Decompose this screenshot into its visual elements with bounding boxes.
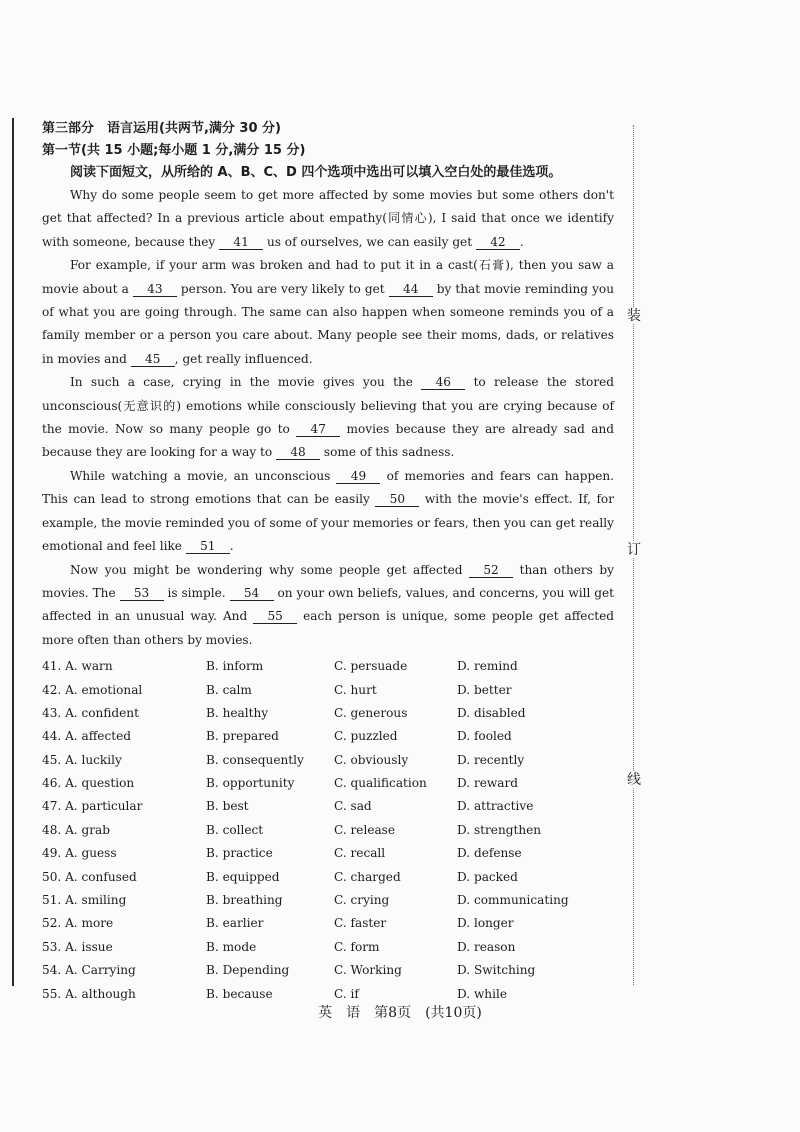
option-choice: D. fooled <box>457 729 512 744</box>
option-row <box>42 795 614 818</box>
option-choice: B. consequently <box>206 752 304 767</box>
passage-text: person. You are very likely to get <box>176 281 389 296</box>
option-row <box>42 655 614 678</box>
option-row <box>42 842 614 865</box>
passage-text: Why do some people seem to get more affected by some movies but some others don't get that affected? In a previous article about empathy(同情心), I said that once we identify with someone, because they <box>42 188 614 249</box>
answer-blank: 53 <box>120 586 164 601</box>
option-choice: D. defense <box>457 846 522 861</box>
binding-mark-xian: 线 <box>627 772 641 788</box>
option-row <box>42 866 614 889</box>
option-choice: B. equipped <box>206 869 280 884</box>
passage-text: on your own beliefs, values, and concerns, you will get affected in an unusual way. And <box>42 585 615 624</box>
answer-blank: 48 <box>276 445 320 460</box>
option-row <box>42 936 614 959</box>
answer-blank: 52 <box>469 563 513 578</box>
option-choice: D. reason <box>457 939 516 954</box>
answer-blank: 41 <box>219 235 263 250</box>
option-choice: B. earlier <box>206 916 264 931</box>
instruction: 阅读下面短文，从所给的 A、B、C、D 四个选项中选出可以填入空白处的最佳选项。 <box>70 165 562 180</box>
option-choice: C. form <box>334 939 380 954</box>
answer-blank: 50 <box>375 492 419 507</box>
option-choice: C. hurt <box>334 682 377 697</box>
passage-paragraph <box>42 371 614 465</box>
passage-text: of memories and fears can happen. This can lead to strong emotions that can be easily <box>42 468 614 507</box>
answer-blank: 44 <box>389 282 433 297</box>
passage-paragraph <box>42 465 614 559</box>
option-choice: 47. A. particular <box>42 799 143 814</box>
option-row <box>42 749 614 772</box>
page-footer: 英 语 第8页 (共10页) <box>318 1005 482 1021</box>
answer-blank: 45 <box>131 352 175 367</box>
option-choice: 48. A. grab <box>42 822 110 837</box>
option-choice: B. Depending <box>206 963 290 978</box>
passage-text: While watching a movie, an unconscious <box>70 468 337 483</box>
passage-text: each person is unique, some people get affected more often than others by movies. <box>42 609 614 647</box>
option-choice: C. release <box>334 822 396 837</box>
option-choice: C. faster <box>334 916 387 931</box>
option-choice: C. Working <box>334 963 402 978</box>
passage-paragraph <box>42 559 614 653</box>
answer-blank: 55 <box>253 609 297 624</box>
option-choice: 45. A. luckily <box>42 752 122 767</box>
answer-blank: 54 <box>230 586 274 601</box>
passage <box>42 184 614 652</box>
option-choice: D. remind <box>457 659 518 674</box>
option-choice: C. puzzled <box>334 729 398 744</box>
option-choice: 46. A. question <box>42 776 135 791</box>
option-choice: 52. A. more <box>42 916 114 931</box>
option-choice: C. crying <box>334 893 390 908</box>
option-choice: B. practice <box>206 846 273 861</box>
passage-text: some of this sadness. <box>320 445 455 460</box>
answer-blank: 42 <box>476 235 520 250</box>
option-row <box>42 889 614 912</box>
passage-paragraph <box>42 254 614 371</box>
left-margin-rule <box>12 118 14 986</box>
passage-text: than others by movies. The <box>42 562 614 600</box>
option-choice: 53. A. issue <box>42 939 113 954</box>
option-choice: 50. A. confused <box>42 869 137 884</box>
option-choice: D. Switching <box>457 963 536 978</box>
content <box>42 118 614 1006</box>
options-list <box>42 655 614 1006</box>
option-row <box>42 679 614 702</box>
option-choice: B. because <box>206 986 273 1001</box>
answer-blank: 47 <box>296 422 340 437</box>
passage-text: with the movie's effect. If, for example, the movie reminded you of some of your memories or fears, then you can get really emotional and feel like <box>42 492 614 554</box>
passage-text: . <box>229 539 234 554</box>
passage-text: us of ourselves, we can easily get <box>263 234 476 249</box>
option-choice: D. while <box>457 986 507 1001</box>
option-choice: 43. A. confident <box>42 705 139 720</box>
option-choice: 49. A. guess <box>42 846 117 861</box>
option-choice: D. communicating <box>457 893 569 908</box>
option-choice: D. strengthen <box>457 822 542 837</box>
option-choice: 44. A. affected <box>42 729 131 744</box>
passage-text: , get really influenced. <box>174 351 313 366</box>
option-choice: C. if <box>334 986 359 1001</box>
option-row <box>42 725 614 748</box>
option-choice: 51. A. smiling <box>42 893 127 908</box>
passage-text: to release the stored unconscious(无意识的) emotions while consciously believing that you are crying because of the movie. Now so many people go to <box>42 375 614 437</box>
section-subtitle: 第一节(共 15 小题;每小题 1 分,满分 15 分) <box>42 143 306 158</box>
option-choice: B. prepared <box>206 729 279 744</box>
passage-text: by that movie reminding you of what you are going through. The same can also happen when someone reminds you of a family member or a person you care about. Many people see their moms, dads, or relatives in movies and <box>42 281 614 366</box>
option-choice: C. generous <box>334 705 408 720</box>
binding-mark-zhuang: 装 <box>627 308 641 324</box>
answer-blank: 49 <box>336 469 380 484</box>
passage-paragraph <box>42 184 614 254</box>
option-choice: 55. A. although <box>42 986 136 1001</box>
option-choice: 54. A. Carrying <box>42 963 136 978</box>
option-choice: D. disabled <box>457 705 526 720</box>
option-row <box>42 702 614 725</box>
option-choice: D. packed <box>457 869 518 884</box>
option-choice: D. recently <box>457 752 525 767</box>
option-choice: C. recall <box>334 846 386 861</box>
option-choice: C. obviously <box>334 752 409 767</box>
answer-blank: 43 <box>133 282 177 297</box>
answer-blank: 51 <box>186 539 230 554</box>
answer-blank: 46 <box>421 375 465 390</box>
option-choice: B. breathing <box>206 893 283 908</box>
option-choice: D. better <box>457 682 512 697</box>
option-choice: C. persuade <box>334 659 408 674</box>
option-choice: C. charged <box>334 869 401 884</box>
option-row <box>42 959 614 982</box>
option-row <box>42 819 614 842</box>
option-choice: B. mode <box>206 939 257 954</box>
passage-text: For example, if your arm was broken and had to put it in a cast(石膏), then you saw a movie about a <box>42 258 614 296</box>
binding-mark-ding: 订 <box>627 542 641 558</box>
passage-text: is simple. <box>163 585 230 600</box>
option-choice: B. healthy <box>206 705 269 720</box>
option-choice: B. calm <box>206 682 252 697</box>
option-choice: D. longer <box>457 916 514 931</box>
option-choice: B. best <box>206 799 249 814</box>
option-choice: 41. A. warn <box>42 659 113 674</box>
option-choice: B. opportunity <box>206 776 295 791</box>
option-choice: B. collect <box>206 822 264 837</box>
passage-text: Now you might be wondering why some people get affected <box>70 562 470 577</box>
option-choice: D. attractive <box>457 799 534 814</box>
option-choice: C. sad <box>334 799 372 814</box>
option-choice: D. reward <box>457 776 518 791</box>
option-choice: C. qualification <box>334 776 427 791</box>
passage-text: movies because they are already sad and because they are looking for a way to <box>42 422 615 460</box>
option-row <box>42 772 614 795</box>
section-title: 第三部分 语言运用(共两节,满分 30 分) <box>42 121 281 136</box>
option-choice: 42. A. emotional <box>42 682 143 697</box>
passage-text: In such a case, crying in the movie gives you the <box>70 375 422 390</box>
option-row <box>42 912 614 935</box>
option-choice: B. inform <box>206 659 264 674</box>
passage-text: . <box>519 234 524 249</box>
